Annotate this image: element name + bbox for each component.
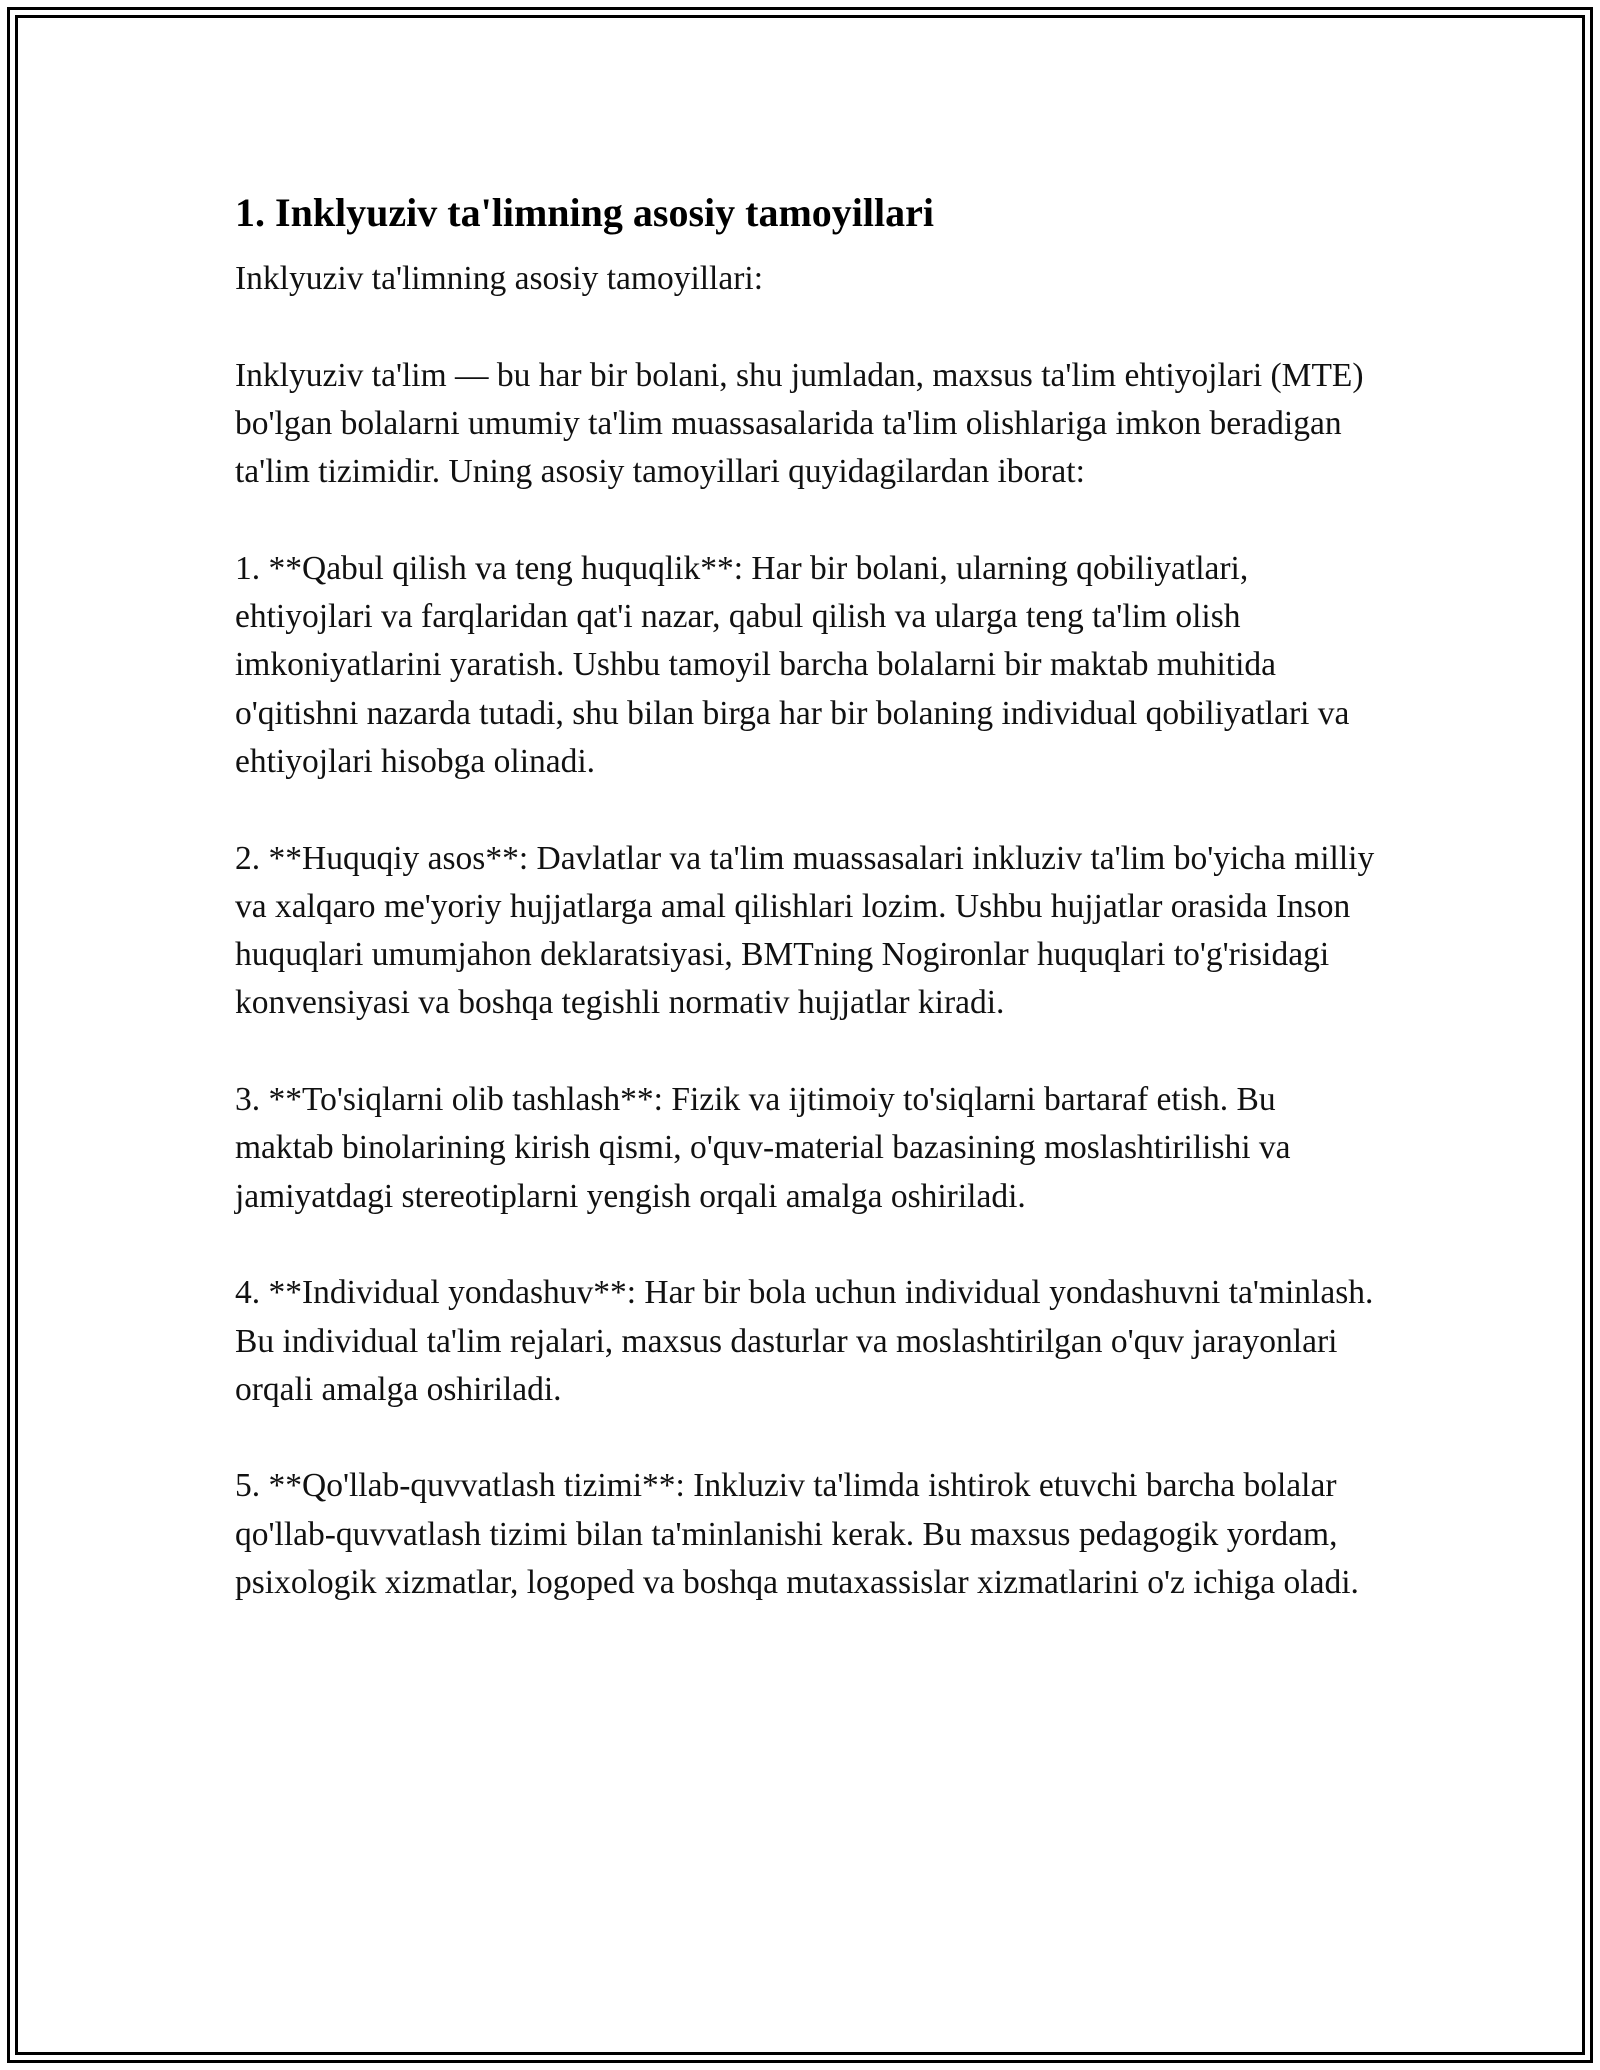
principle-1-paragraph: 1. **Qabul qilish va teng huquqlik**: Har bir bolani, ularning qobiliyatlari, ehtiyojlari va farqlaridan qat'i nazar, qabul qilish va ularga teng ta'lim olish imkoniyatlarini yaratish. Ushbu tamoyil barcha bolalarni bir maktab muhitida o'qitishni nazarda tutadi, shu bilan birga har bir bolaning individual qobiliyatlari va ehtiyojlari hisobga olinadi. — [235, 549, 1350, 780]
section-heading: 1. Inklyuziv ta'limning asosiy tamoyillari — [235, 190, 934, 235]
principle-5-paragraph: 5. **Qo'llab-quvvatlash tizimi**: Inkluziv ta'limda ishtirok etuvchi barcha bolalar qo'llab-quvvatlash tizimi bilan ta'minlanishi kerak. Bu maxsus pedagogik yordam, psixologik xizmatlar, logoped va boshqa mutaxassislar xizmatlarini o'z ichiga oladi. — [235, 1467, 1359, 1602]
principle-4-paragraph: 4. **Individual yondashuv**: Har bir bola uchun individual yondashuvni ta'minlash. Bu individual ta'lim rejalari, maxsus dasturlar va moslashtirilgan o'quv jarayonlari orqali amalga oshiriladi. — [235, 1274, 1374, 1408]
document-body — [235, 187, 1375, 1656]
principle-3-paragraph: 3. **To'siqlarni olib tashlash**: Fizik va ijtimoiy to'siqlarni bartaraf etish. Bu maktab binolarining kirish qismi, o'quv-material bazasining moslashtirilishi va jamiyatdagi stereotiplarni yengish orqali amalga oshiriladi. — [235, 1081, 1291, 1215]
intro-paragraph: Inklyuziv ta'limning asosiy tamoyillari: — [235, 260, 764, 297]
definition-paragraph: Inklyuziv ta'lim — bu har bir bolani, shu jumladan, maxsus ta'lim ehtiyojlari (MTE) bo'lgan bolalarni umumiy ta'lim muassasalarida ta'lim olishlariga imkon beradigan ta'lim tizimidir. Uning asosiy tamoyillari quyidagilardan iborat: — [235, 356, 1364, 491]
principle-2-paragraph: 2. **Huquqiy asos**: Davlatlar va ta'lim muassasalari inkluziv ta'lim bo'yicha milliy va xalqaro me'yoriy hujjatlarga amal qilishlari lozim. Ushbu hujjatlar orasida Inson huquqlari umumjahon deklaratsiyasi, BMTning Nogironlar huquqlari to'g'risidagi konvensiyasi va boshqa tegishli normativ hujjatlar kiradi. — [235, 839, 1375, 1022]
